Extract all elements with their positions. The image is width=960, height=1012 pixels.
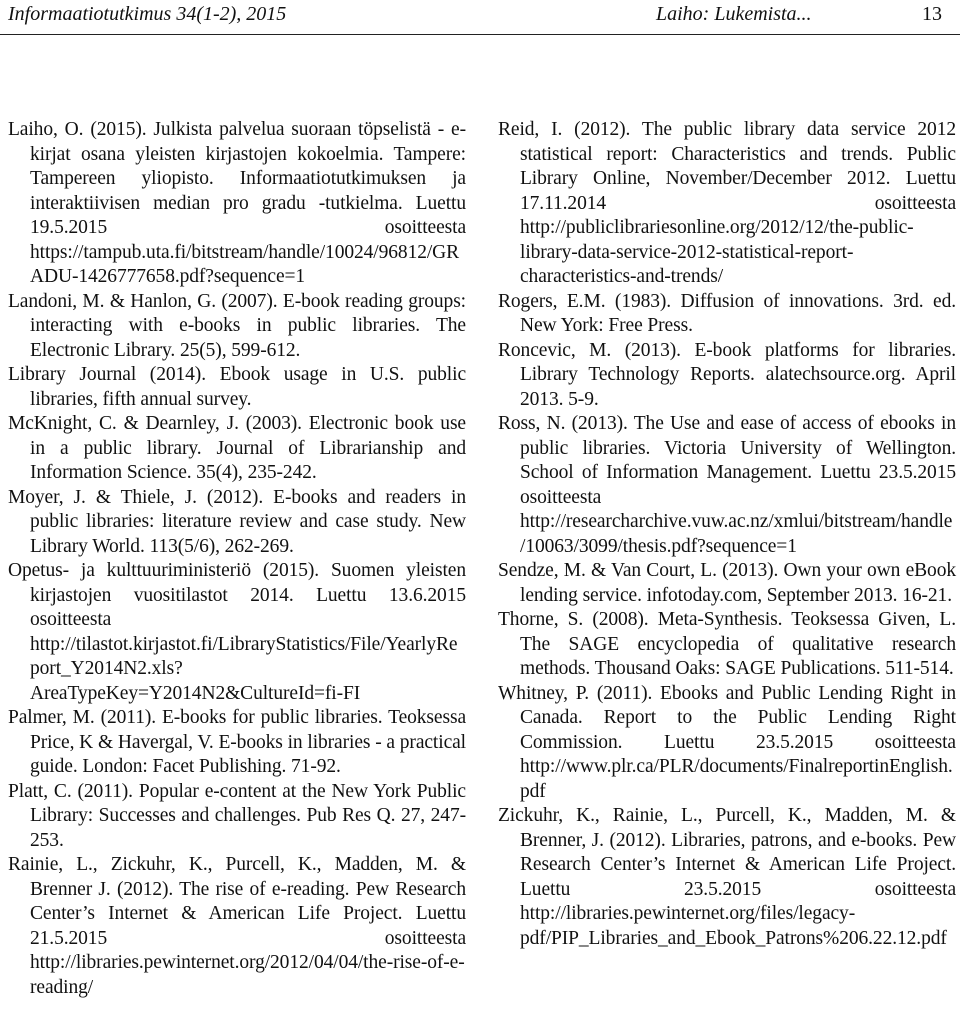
page-number: 13 [922, 3, 942, 25]
reference-entry: Landoni, M. & Hanlon, G. (2007). E-book reading groups: interacting with e-books in public libraries. The Electronic Library. 25(5), 599-612. [8, 290, 466, 361]
running-header [0, 0, 960, 35]
reference-entry: Library Journal (2014). Ebook usage in U.S. public libraries, fifth annual survey. [8, 364, 466, 410]
reference-entry: Reid, I. (2012). The public library data service 2012 statistical report: Characteristics and trends. Public Library Online, November/December 2012. Luettu 17.11.2014 osoitteesta http://publiclibrariesonline.org/2012/12/the-public-library-data-service-2012-statistical-report-characteristics-and-trends/ [498, 119, 956, 287]
reference-entry: Moyer, J. & Thiele, J. (2012). E-books and readers in public libraries: literature review and case study. New Library World. 113(5/6), 262-269. [8, 486, 466, 557]
reference-entry: Roncevic, M. (2013). E-book platforms for libraries. Library Technology Reports. alatechsource.org. April 2013. 5-9. [498, 339, 956, 410]
reference-entry: Thorne, S. (2008). Meta-Synthesis. Teoksessa Given, L. The SAGE encyclopedia of qualitative research methods. Thousand Oaks: SAGE Publications. 511-514. [498, 609, 956, 679]
reference-entry: Zickuhr, K., Rainie, L., Purcell, K., Madden, M. & Brenner, J. (2012). Libraries, patrons, and e-books. Pew Research Center’s Internet & American Life Project. Luettu 23.5.2015 osoitteesta http://libraries.pewinternet.org/files/legacy-pdf/PIP_Libraries_and_Ebook_Patrons%206.22.12.pdf [498, 805, 956, 949]
reference-entry: Laiho, O. (2015). Julkista palvelua suoraan töpselistä - e-kirjat osana yleisten kirjastojen kokoelmia. Tampere: Tampereen yliopisto. Informaatiotutkimuksen ja interaktiivisen median pro gradu -tutkielma. Luettu 19.5.2015 osoitteesta https://tampub.uta.fi/bitstream/handle/10024/96812/GRADU-1426777658.pdf?sequence=1 [8, 119, 466, 287]
reference-entry: Rogers, E.M. (1983). Diffusion of innovations. 3rd. ed. New York: Free Press. [498, 290, 956, 336]
reference-entry: Sendze, M. & Van Court, L. (2013). Own your own eBook lending service. infotoday.com, September 2013. 16-21. [498, 560, 956, 606]
journal-citation: Informaatiotutkimus 34(1-2), 2015 [8, 3, 287, 25]
reference-entry: Palmer, M. (2011). E-books for public libraries. Teoksessa Price, K & Havergal, V. E-books in libraries - a practical guide. London: Facet Publishing. 71-92. [8, 707, 466, 777]
reference-entry: McKnight, C. & Dearnley, J. (2003). Electronic book use in a public library. Journal of Librarianship and Information Science. 35(4), 235-242. [8, 413, 466, 483]
reference-entry: Platt, C. (2011). Popular e-content at the New York Public Library: Successes and challenges. Pub Res Q. 27, 247-253. [8, 780, 466, 851]
reference-entry: Ross, N. (2013). The Use and ease of access of ebooks in public libraries. Victoria University of Wellington. School of Information Management. Luettu 23.5.2015 osoitteesta http://researcharchive.vuw.ac.nz/xmlui/bitstream/handle/10063/3099/thesis.pdf?sequence=1 [498, 413, 956, 557]
running-title: Laiho: Lukemista... [656, 3, 812, 25]
reference-entry: Rainie, L., Zickuhr, K., Purcell, K., Madden, M. & Brenner J. (2012). The rise of e-reading. Pew Research Center’s Internet & American Life Project. Luettu 21.5.2015 osoitteesta http://libraries.pewinternet.org/2012/04/04/the-rise-of-e-reading/ [8, 854, 466, 998]
reference-entry: Opetus- ja kulttuuriministeriö (2015). Suomen yleisten kirjastojen vuositilastot 2014. Luettu 13.6.2015 osoitteesta http://tilastot.kirjastot.fi/LibraryStatistics/File/YearlyReport_Y2014N2.xls?AreaTypeKey=Y2014N2&CultureId=fi-FI [8, 560, 466, 704]
references-right-column [498, 118, 956, 951]
references-left-column [8, 118, 466, 1000]
reference-entry: Whitney, P. (2011). Ebooks and Public Lending Right in Canada. Report to the Public Lending Right Commission. Luettu 23.5.2015 osoitteesta http://www.plr.ca/PLR/documents/FinalreportinEnglish.pdf [498, 682, 956, 802]
